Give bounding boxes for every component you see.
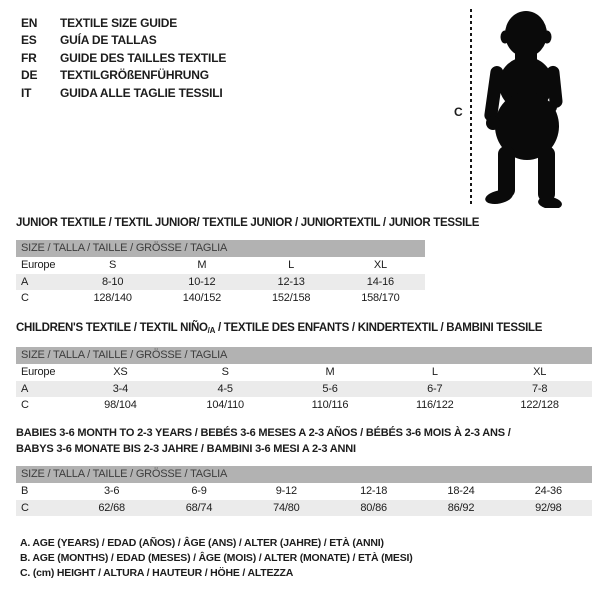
height-cell: 128/140 — [93, 292, 132, 304]
size-cell: L — [288, 259, 295, 271]
row-label: C — [21, 292, 29, 304]
language-code: EN — [21, 16, 38, 30]
junior-table-title: JUNIOR TEXTILE / TEXTIL JUNIOR/ TEXTILE JUNIOR / JUNIORTEXTIL / JUNIOR TESSILE — [16, 217, 480, 229]
height-marker-label: C — [454, 105, 463, 119]
row-label: C — [21, 399, 29, 411]
height-cell: 86/92 — [447, 501, 475, 514]
height-cell: 98/104 — [104, 399, 137, 411]
age-cell: 14-16 — [366, 275, 394, 288]
height-cell: 68/74 — [185, 501, 213, 514]
height-cell: 74/80 — [273, 501, 300, 514]
title-text: CHILDREN'S TEXTILE / TEXTIL NIÑO — [16, 322, 208, 334]
title-subscript: /A — [207, 326, 216, 335]
language-label: GUIDA ALLE TAGLIE TESSILI — [60, 85, 223, 100]
language-label: GUÍA DE TALLAS — [60, 33, 157, 48]
size-cell: S — [109, 259, 117, 271]
babies-table-title — [16, 426, 511, 457]
row-label: B — [21, 485, 29, 497]
table-row-height — [16, 500, 592, 517]
age-cell: 6-7 — [427, 382, 443, 395]
title-line-2: BABYS 3-6 MONATE BIS 2-3 JAHRE / BAMBINI 3-6 MESI A 2-3 ANNI — [16, 442, 356, 455]
table-row-europe — [16, 364, 592, 381]
row-label: Europe — [21, 366, 56, 378]
table-row-age — [16, 274, 425, 291]
age-cell: 6-9 — [191, 485, 207, 497]
size-cell: M — [197, 259, 207, 271]
age-cell: 24-36 — [534, 485, 562, 497]
age-cell: 18-24 — [447, 485, 475, 497]
language-code: DE — [21, 68, 38, 83]
height-cell: 158/170 — [361, 292, 400, 304]
language-row-fr — [21, 50, 226, 67]
height-cell: 80/86 — [360, 501, 387, 514]
size-header-bar: SIZE / TALLA / TAILLE / GRÖSSE / TAGLIA — [16, 240, 425, 257]
table-row-age — [16, 381, 592, 398]
size-header-bar: SIZE / TALLA / TAILLE / GRÖSSE / TAGLIA — [16, 466, 592, 483]
height-cell: 104/110 — [206, 399, 244, 411]
age-cell: 3-6 — [104, 485, 120, 497]
age-cell: 12-18 — [360, 485, 388, 497]
language-row-it — [21, 85, 226, 102]
age-cell: 10-12 — [188, 275, 216, 288]
table-row-height — [16, 290, 425, 307]
size-cell: XL — [533, 366, 547, 378]
language-label: TEXTILE SIZE GUIDE — [60, 16, 178, 30]
footnote-age-years: A. AGE (YEARS) / EDAD (AÑOS) / ÂGE (ANS) / ALTER (JAHRE) / ETÀ (ANNI) — [20, 537, 384, 549]
babies-size-table — [16, 466, 592, 516]
age-cell: 12-13 — [277, 275, 305, 288]
baby-silhouette — [481, 8, 577, 208]
size-cell: S — [221, 366, 229, 378]
row-label: A — [21, 275, 29, 288]
height-cell: 152/158 — [271, 292, 311, 304]
size-cell: L — [431, 366, 438, 378]
junior-size-table — [16, 240, 425, 307]
language-label: TEXTILGRÖßENFÜHRUNG — [60, 68, 209, 83]
language-code: ES — [21, 33, 37, 48]
row-label: A — [21, 382, 29, 395]
children-size-table — [16, 347, 592, 414]
size-cell: M — [325, 366, 335, 378]
height-cell: 62/68 — [98, 501, 125, 514]
language-code: FR — [21, 50, 37, 65]
footnote-age-months: B. AGE (MONTHS) / EDAD (MESES) / ÂGE (MOIS) / ALTER (MONATE) / ETÀ (MESI) — [20, 551, 413, 564]
age-cell: 4-5 — [217, 382, 233, 395]
age-cell: 5-6 — [322, 382, 338, 395]
size-cell: XL — [373, 259, 387, 271]
table-row-europe — [16, 257, 425, 274]
age-cell: 9-12 — [275, 485, 297, 497]
size-cell: XS — [113, 366, 128, 378]
size-header-bar: SIZE / TALLA / TAILLE / GRÖSSE / TAGLIA — [16, 347, 592, 364]
footnote-height-cm: C. (cm) HEIGHT / ALTURA / HAUTEUR / HÖHE / ALTEZZA — [20, 566, 294, 579]
row-label: C — [21, 501, 29, 514]
table-row-age-months — [16, 483, 592, 500]
height-cell: 140/152 — [182, 292, 222, 304]
row-label: Europe — [21, 259, 56, 271]
footnotes — [20, 536, 413, 580]
height-measure-dashed-line — [470, 9, 472, 207]
children-table-title — [16, 322, 542, 335]
language-label: GUIDE DES TAILLES TEXTILE — [60, 50, 227, 65]
language-list — [21, 15, 226, 102]
height-cell: 116/122 — [416, 399, 454, 411]
age-cell: 3-4 — [112, 382, 129, 395]
height-cell: 122/128 — [520, 399, 559, 411]
table-row-height — [16, 397, 592, 414]
ear-left — [501, 31, 510, 44]
ear-right — [543, 31, 552, 44]
title-text: / TEXTILE DES ENFANTS / KINDERTEXTIL / BAMBINI TESSILE — [215, 322, 543, 334]
language-code: IT — [21, 85, 32, 100]
title-line-1: BABIES 3-6 MONTH TO 2-3 YEARS / BEBÉS 3-6 MESES A 2-3 AÑOS / BÉBÉS 3-6 MOIS À 2-3 ANS / — [16, 427, 511, 439]
age-cell: 8-10 — [102, 275, 124, 288]
age-cell: 7-8 — [531, 382, 548, 395]
height-cell: 92/98 — [535, 501, 562, 514]
height-cell: 110/116 — [311, 399, 349, 411]
language-row-en — [21, 15, 226, 32]
language-row-de — [21, 67, 226, 84]
language-row-es — [21, 32, 226, 49]
